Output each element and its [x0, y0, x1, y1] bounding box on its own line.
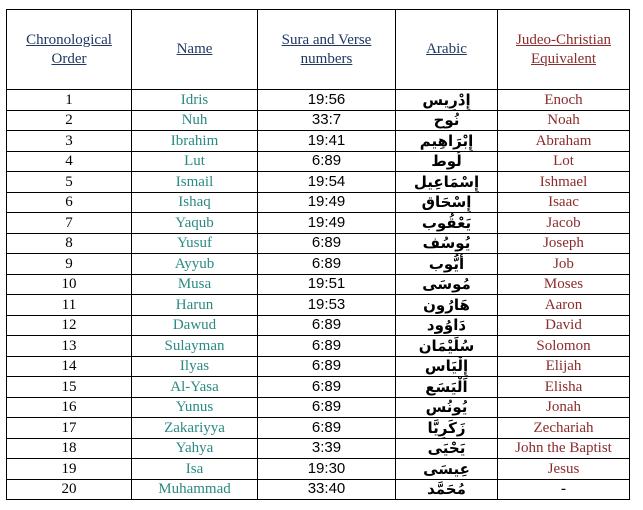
cell-order: 17: [7, 418, 132, 439]
cell-judeo-christian: Moses: [498, 274, 630, 295]
cell-sura-verse: 6:89: [258, 418, 396, 439]
cell-name: Ilyas: [132, 356, 258, 377]
cell-name: Ishaq: [132, 192, 258, 213]
table-row: [7, 438, 630, 459]
header-arabic-text: Arabic: [426, 41, 467, 57]
cell-sura-verse: 33:7: [258, 110, 396, 131]
cell-sura-verse: 19:49: [258, 192, 396, 213]
cell-order: 8: [7, 233, 132, 254]
cell-arabic: يَعْقُوب: [396, 213, 498, 234]
table-row: [7, 459, 630, 480]
table-row: [7, 172, 630, 193]
table-row: [7, 336, 630, 357]
cell-name: Al-Yasa: [132, 377, 258, 398]
header-judeo-christian: [498, 10, 630, 90]
table-row: [7, 213, 630, 234]
cell-sura-verse: 6:89: [258, 254, 396, 275]
cell-order: 18: [7, 438, 132, 459]
cell-order: 12: [7, 315, 132, 336]
cell-arabic: إِبْرَاهِيم: [396, 131, 498, 152]
cell-sura-verse: 6:89: [258, 356, 396, 377]
cell-arabic: إِسْحَاق: [396, 192, 498, 213]
header-chronological-order-text: Chronological Order: [26, 31, 112, 67]
table-row: [7, 295, 630, 316]
cell-arabic: زَكَرِيَّا: [396, 418, 498, 439]
cell-arabic: يُوسُف: [396, 233, 498, 254]
cell-name: Ismail: [132, 172, 258, 193]
cell-judeo-christian: Ishmael: [498, 172, 630, 193]
cell-sura-verse: 6:89: [258, 336, 396, 357]
cell-name: Nuh: [132, 110, 258, 131]
cell-sura-verse: 19:30: [258, 459, 396, 480]
cell-judeo-christian: Elijah: [498, 356, 630, 377]
table-row: [7, 151, 630, 172]
cell-sura-verse: 6:89: [258, 151, 396, 172]
cell-arabic: يُونُس: [396, 397, 498, 418]
cell-order: 9: [7, 254, 132, 275]
cell-arabic: اَلْيَسَع: [396, 377, 498, 398]
cell-name: Sulayman: [132, 336, 258, 357]
cell-sura-verse: 6:89: [258, 377, 396, 398]
cell-judeo-christian: Abraham: [498, 131, 630, 152]
cell-judeo-christian: -: [498, 479, 630, 500]
table-row: [7, 254, 630, 275]
header-arabic: [396, 10, 498, 90]
cell-sura-verse: 19:51: [258, 274, 396, 295]
cell-arabic: هَارُون: [396, 295, 498, 316]
cell-order: 15: [7, 377, 132, 398]
cell-name: Lut: [132, 151, 258, 172]
cell-judeo-christian: Joseph: [498, 233, 630, 254]
cell-arabic: سُلَيْمَان: [396, 336, 498, 357]
cell-order: 2: [7, 110, 132, 131]
cell-arabic: لُوط: [396, 151, 498, 172]
cell-sura-verse: 6:89: [258, 233, 396, 254]
cell-arabic: دَاوُود: [396, 315, 498, 336]
cell-name: Yahya: [132, 438, 258, 459]
cell-name: Harun: [132, 295, 258, 316]
table-row: [7, 90, 630, 111]
cell-name: Isa: [132, 459, 258, 480]
table-row: [7, 479, 630, 500]
cell-judeo-christian: Lot: [498, 151, 630, 172]
prophets-table: [6, 9, 630, 500]
cell-name: Dawud: [132, 315, 258, 336]
cell-name: Yusuf: [132, 233, 258, 254]
cell-order: 5: [7, 172, 132, 193]
cell-judeo-christian: Job: [498, 254, 630, 275]
cell-order: 7: [7, 213, 132, 234]
cell-sura-verse: 6:89: [258, 315, 396, 336]
table-row: [7, 418, 630, 439]
cell-judeo-christian: Enoch: [498, 90, 630, 111]
header-sura-verse-text: Sura and Verse numbers: [281, 31, 372, 67]
cell-arabic: مُوسَى: [396, 274, 498, 295]
cell-judeo-christian: Aaron: [498, 295, 630, 316]
table-row: [7, 315, 630, 336]
header-judeo-christian-text: Judeo-Christian Equivalent: [516, 31, 611, 67]
header-name-text: Name: [176, 41, 213, 57]
cell-judeo-christian: John the Baptist: [498, 438, 630, 459]
cell-name: Muhammad: [132, 479, 258, 500]
cell-sura-verse: 6:89: [258, 397, 396, 418]
cell-order: 4: [7, 151, 132, 172]
header-name: [132, 10, 258, 90]
cell-order: 19: [7, 459, 132, 480]
cell-sura-verse: 19:49: [258, 213, 396, 234]
cell-name: Ayyub: [132, 254, 258, 275]
cell-arabic: عِيسَى: [396, 459, 498, 480]
cell-arabic: يَحْيَى: [396, 438, 498, 459]
cell-arabic: إِسْمَاعِيل: [396, 172, 498, 193]
cell-judeo-christian: Jonah: [498, 397, 630, 418]
cell-sura-verse: 19:54: [258, 172, 396, 193]
cell-order: 1: [7, 90, 132, 111]
cell-sura-verse: 3:39: [258, 438, 396, 459]
cell-name: Musa: [132, 274, 258, 295]
table-row: [7, 192, 630, 213]
table-row: [7, 356, 630, 377]
cell-sura-verse: 19:53: [258, 295, 396, 316]
cell-arabic: أَيُّوب: [396, 254, 498, 275]
cell-order: 16: [7, 397, 132, 418]
cell-judeo-christian: Solomon: [498, 336, 630, 357]
table-row: [7, 233, 630, 254]
cell-judeo-christian: Elisha: [498, 377, 630, 398]
cell-sura-verse: 19:41: [258, 131, 396, 152]
cell-arabic: إِدْرِيس: [396, 90, 498, 111]
cell-order: 13: [7, 336, 132, 357]
table-row: [7, 397, 630, 418]
cell-name: Yaqub: [132, 213, 258, 234]
header-sura-verse: [258, 10, 396, 90]
cell-sura-verse: 33:40: [258, 479, 396, 500]
cell-judeo-christian: Zechariah: [498, 418, 630, 439]
cell-judeo-christian: Isaac: [498, 192, 630, 213]
cell-judeo-christian: Jesus: [498, 459, 630, 480]
cell-order: 3: [7, 131, 132, 152]
cell-order: 14: [7, 356, 132, 377]
table-row: [7, 377, 630, 398]
cell-order: 6: [7, 192, 132, 213]
cell-arabic: إِلْيَاس: [396, 356, 498, 377]
table-row: [7, 110, 630, 131]
table-header-row: [7, 10, 630, 90]
cell-sura-verse: 19:56: [258, 90, 396, 111]
cell-judeo-christian: Noah: [498, 110, 630, 131]
cell-judeo-christian: David: [498, 315, 630, 336]
cell-arabic: مُحَمَّد: [396, 479, 498, 500]
header-chronological-order: [7, 10, 132, 90]
table-row: [7, 274, 630, 295]
cell-name: Idris: [132, 90, 258, 111]
cell-order: 20: [7, 479, 132, 500]
cell-judeo-christian: Jacob: [498, 213, 630, 234]
table-row: [7, 131, 630, 152]
cell-order: 10: [7, 274, 132, 295]
cell-order: 11: [7, 295, 132, 316]
cell-name: Zakariyya: [132, 418, 258, 439]
cell-arabic: نُوح: [396, 110, 498, 131]
cell-name: Yunus: [132, 397, 258, 418]
cell-name: Ibrahim: [132, 131, 258, 152]
